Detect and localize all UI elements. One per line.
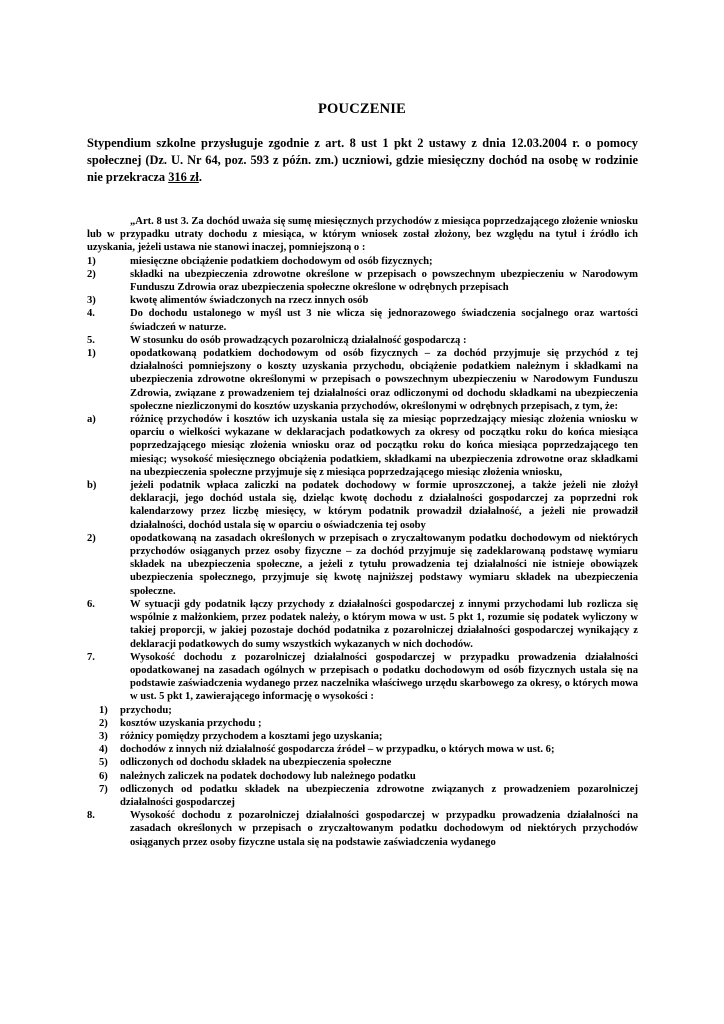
paragraph-4: 4. Do dochodu ustalonego w myśl ust 3 nie wlicza się jednorazowego świadczenia socjalnego oraz wartości świadczeń w naturze. [87,308,638,333]
intro-paragraph [87,135,638,186]
intro-end: . [198,170,202,184]
deduction-item: 3) kwotę alimentów świadczonych na rzecz innych osób [87,295,369,307]
art8-ust3-paragraph: „Art. 8 ust 3. Za dochód uważa się sumę miesięcznych przychodów z miesiąca poprzedzającego złożenie wniosku lub w przypadku utraty dochodu z miesiąca, w którym wniosek został złożony, bez względu na tytuł i źródło ich uzyskania, jeżeli ustawa nie stanowi inaczej, pomniejszoną o : [87,216,638,254]
p7-item: 6) należnych zaliczek na podatek dochodowy lub należnego podatku [99,770,416,782]
document-title: POUCZENIE [317,101,406,117]
paragraph-6: 6. W sytuacji gdy podatnik łączy przychody z działalności gospodarczej z innymi przychodami lub rozlicza się wspólnie z małżonkiem, przez podatek należy, o którym mowa w ust. 5 pkt 1, rozumie się podatek wyliczony w takiej proporcji, w jakiej pozostaje dochód podatnika z pozarolniczej działalności gospodarczej wynikający z deklaracji podatkowych do sumy wszystkich wykazanych w nich dochodów. [87,598,638,650]
p7-item: 2) kosztów uzyskania przychodu ; [99,717,262,729]
income-threshold: 316 zł [168,170,199,184]
p7-item: 5) odliczonych od dochodu składek na ubezpieczenia społeczne [99,757,392,769]
p5-item: a) różnicę przychodów i kosztów ich uzyskania ustala się za miesiąc poprzedzający miesiąc złożenia wniosku w oparciu o wielkości wykazane w deklaracjach podatkowych za okresy od początku roku do końca miesiąca poprzedzającego miesiąc złożenia wniosku oraz od początku roku do końca miesiąca poprzedzającego ten miesiąc; wysokość miesięcznego obciążenia podatkiem, składkami na ubezpieczenia zdrowotne oraz składkami na ubezpieczenia społeczne przyjmuje się z miesiąca poprzedzającego miesiąc złożenia wniosku, [87,414,638,478]
p5-item: b) jeżeli podatnik wpłaca zaliczki na podatek dochodowy w formie uproszczonej, a także jeżeli nie złożył deklaracji, jego dochód ustala się, dzieląc kwotę dochodu z działalności gospodarczej za poprzedni rok kalendarzowy przez liczbę miesięcy, w którym podatnik prowadził działalność, a jeżeli nie prowadził działalności, dochód ustala się w oparciu o oświadczenia tej osoby [87,480,638,531]
p5-item: 2) opodatkowaną na zasadach określonych w przepisach o zryczałtowanym podatku dochodowym od niektórych przychodów osiąganych przez osoby fizyczne – za dochód przyjmuje się zadeklarowaną podstawę wymiaru składek na ubezpieczenia społeczne, a jeżeli z tytułu prowadzenia tej działalności nie istnieje obowiązek ubezpieczenia społecznego, przyjmuje się kwotę najniższej podstawy wymiaru składek na ubezpieczenia społeczne. [87,532,638,597]
p7-item: 4) dochodów z innych niż działalność gospodarcza źródeł – w przypadku, o których mowa w ust. 6; [99,744,555,756]
deduction-item: 1) miesięczne obciążenie podatkiem dochodowym od osób fizycznych; [87,255,433,267]
paragraph-7: 7. Wysokość dochodu z pozarolniczej działalności gospodarczej w przypadku prowadzenia działalności opodatkowanej na zasadach ogólnych w przepisach o podatku dochodowym od osób fizycznych ustala się na podstawie zaświadczenia wydanego przez naczelnika właściwego urzędu skarbowego za okresy, o których mowa w ust. 5 pkt 1, zawierającego informację o wysokości : [87,651,638,703]
p7-item: 3) różnicy pomiędzy przychodem a kosztami jego uzyskania; [99,730,383,742]
paragraph-5: 5. W stosunku do osób prowadzących pozarolniczą działalność gospodarczą : [87,334,467,346]
p7-item: 7) odliczonych od podatku składek na ubezpieczenia zdrowotne związanych z prowadzeniem pozarolniczej działalności gospodarczej [99,783,638,808]
p5-item: 1) opodatkowaną podatkiem dochodowym od osób fizycznych – za dochód przyjmuje się przychód z tej działalności pomniejszony o koszty uzyskania przychodu, obciążenie podatkiem należnym i składkami na ubezpieczenia zdrowotne określonymi w przepisach o powszechnym ubezpieczeniu w Narodowym Funduszu Zdrowia, związane z prowadzeniem tej działalności oraz odliczonymi od dochodu składkami na ubezpieczenia społeczne niezliczonymi do kosztów uzyskania przychodów, określonymi w odrębnych przepisach, z tym, że: [87,348,638,412]
regulation-body [87,215,638,849]
p7-item: 1) przychodu; [99,704,172,716]
deduction-item: 2) składki na ubezpieczenia zdrowotne określone w przepisach o powszechnym ubezpieczeniu w Narodowym Funduszu Zdrowia oraz ubezpieczenia społeczne określone w odrębnych przepisach [87,268,638,294]
intro-text: Stypendium szkolne przysługuje zgodnie z art. 8 ust 1 pkt 2 ustawy z dnia 12.03.2004 r. o pomocy społecznej (Dz. U. Nr 64, poz. 593 z późn. zm.) uczniowi, gdzie miesięczny dochód na osobę w rodzinie nie przekracza [87,136,638,184]
paragraph-8: 8. Wysokość dochodu z pozarolniczej działalności gospodarczej w przypadku prowadzenia działalności na zasadach określonych w przepisach o zryczałtowanym podatku dochodowym od niektórych przychodów osiąganych przez osoby fizyczne ustala się na podstawie zaświadczenia wydanego [87,810,638,848]
